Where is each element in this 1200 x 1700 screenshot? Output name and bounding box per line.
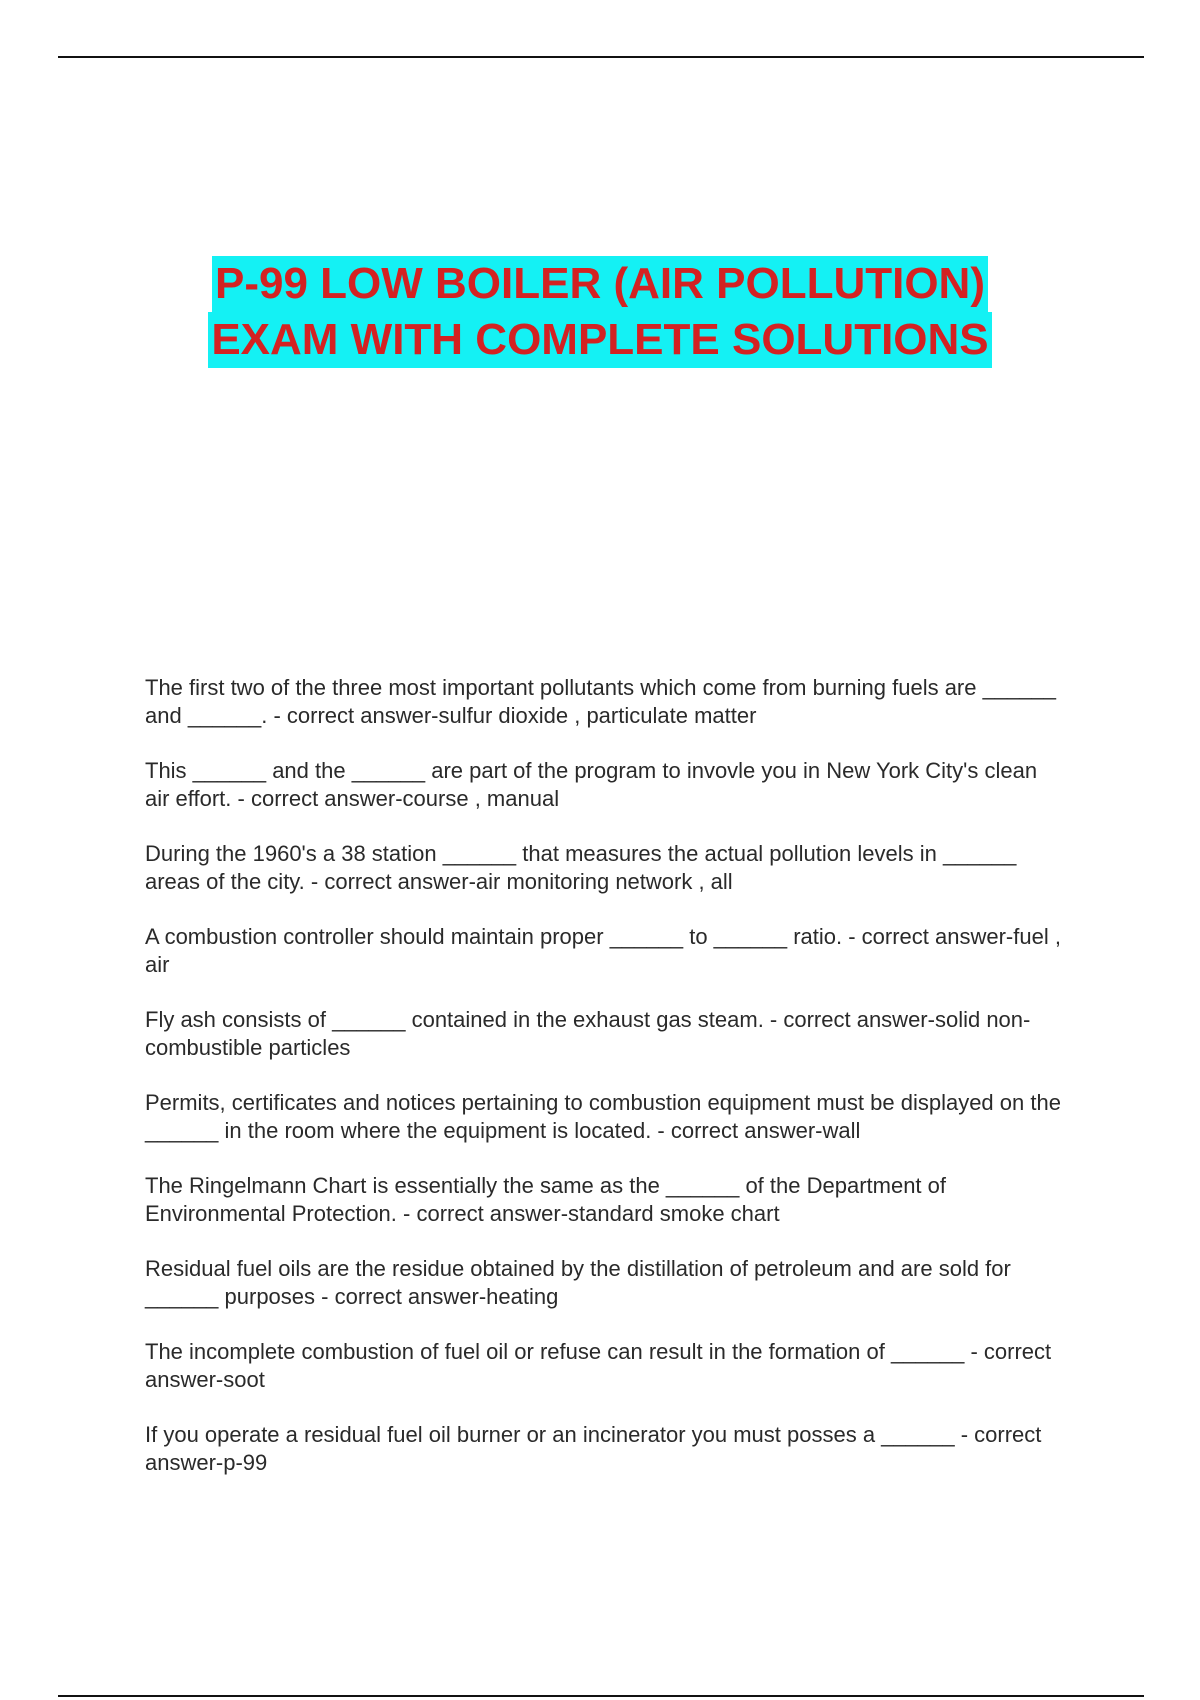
document-title	[0, 256, 1200, 368]
question-item: The first two of the three most important pollutants which come from burning fuels are ______ and ______. - correct answer-sulfur dioxide , particulate matter	[145, 675, 1057, 728]
question-item: This ______ and the ______ are part of the program to invovle you in New York City's clean air effort. - correct answer-course , manual	[145, 758, 1038, 811]
title-line-2: EXAM WITH COMPLETE SOLUTIONS	[208, 312, 991, 368]
title-line-1: P-99 LOW BOILER (AIR POLLUTION)	[212, 256, 988, 312]
footer-rule	[58, 1695, 1144, 1697]
question-item: Fly ash consists of ______ contained in the exhaust gas steam. - correct answer-solid non-combustible particles	[145, 1007, 1031, 1060]
header-rule	[58, 56, 1144, 58]
question-item: If you operate a residual fuel oil burner or an incinerator you must posses a ______ - correct answer-p-99	[145, 1422, 1042, 1475]
question-item: Permits, certificates and notices pertaining to combustion equipment must be displayed on the ______ in the room where the equipment is located. - correct answer-wall	[145, 1090, 1061, 1143]
question-item: The Ringelmann Chart is essentially the same as the ______ of the Department of Environmental Protection. - correct answer-standard smoke chart	[145, 1173, 947, 1226]
question-item: The incomplete combustion of fuel oil or refuse can result in the formation of ______ - correct answer-soot	[145, 1339, 1052, 1392]
question-item: During the 1960's a 38 station ______ that measures the actual pollution levels in ______ areas of the city. - correct answer-air monitoring network , all	[145, 841, 1017, 894]
question-list	[145, 674, 1065, 1504]
question-item: Residual fuel oils are the residue obtained by the distillation of petroleum and are sold for ______ purposes - correct answer-heating	[145, 1256, 1011, 1309]
question-item: A combustion controller should maintain proper ______ to ______ ratio. - correct answer-fuel , air	[145, 924, 1061, 977]
